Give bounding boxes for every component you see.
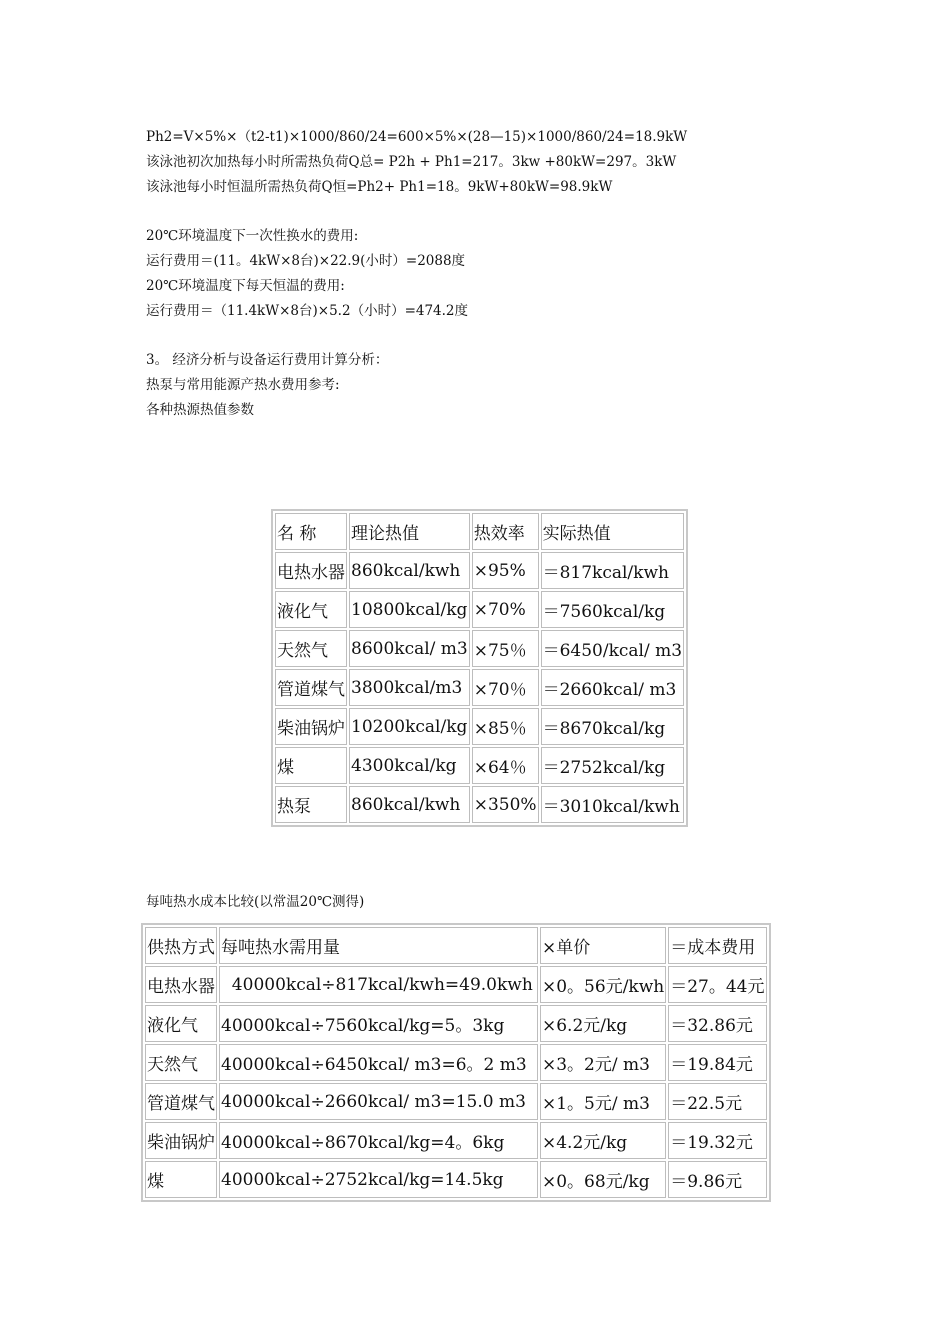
- table-cell: ＝19.32元: [668, 1122, 766, 1159]
- table-cell: ×75％: [472, 630, 539, 667]
- table-row: [275, 552, 684, 589]
- heat-value-title: 各种热源热值参数: [146, 401, 254, 418]
- table-cell: ＝19.84元: [668, 1044, 766, 1081]
- header-cell: 热效率: [472, 513, 539, 550]
- heat-value-table: [271, 509, 688, 827]
- table-header-row: [145, 927, 767, 964]
- table-cell: ×64％: [472, 747, 539, 784]
- table-cell: ＝9.86元: [668, 1161, 766, 1198]
- table-cell: ＝6450/kcal/ m3: [541, 630, 684, 667]
- table-cell: 40000kcal÷7560kcal/kg=5。3kg: [219, 1005, 538, 1042]
- table-row: [145, 1161, 767, 1198]
- table-cell: 热泵: [275, 786, 347, 823]
- formula-q-total: 该泳池初次加热每小时所需热负荷Q总= P2h + Ph1=217。3kw +80kW=297。3kW: [146, 153, 677, 170]
- table-cell: ×70％: [472, 669, 539, 706]
- table-row: [145, 1122, 767, 1159]
- table-cell: ×0。56元/kwh: [540, 966, 666, 1003]
- table-row: [275, 591, 684, 628]
- daily-constant-temp-cost-value: 运行费用＝（11.4kW×8台)×5.2（小时）=474.2度: [146, 302, 469, 319]
- section-3-subheading: 热泵与常用能源产热水费用参考:: [146, 376, 340, 393]
- table-cell: ×6.2元/kg: [540, 1005, 666, 1042]
- header-cell: 名 称: [275, 513, 347, 550]
- table-cell: 40000kcal÷2752kcal/kg=14.5kg: [219, 1161, 538, 1198]
- table-row: [275, 747, 684, 784]
- one-time-water-cost-heading: 20℃环境温度下一次性换水的费用:: [146, 228, 359, 245]
- header-cell: 每吨热水需用量: [219, 927, 538, 964]
- table-cell: ×85％: [472, 708, 539, 745]
- table-cell: ＝2660kcal/ m3: [541, 669, 684, 706]
- table-cell: ×95%: [472, 552, 539, 589]
- table-row: [275, 669, 684, 706]
- table-cell: 40000kcal÷817kcal/kwh=49.0kwh: [219, 966, 538, 1003]
- formula-ph2: Ph2=V×5%×（t2-t1)×1000/860/24=600×5%×(28—15)×1000/860/24=18.9kW: [146, 129, 688, 145]
- table-cell: ＝32.86元: [668, 1005, 766, 1042]
- cost-table-caption: 每吨热水成本比较(以常温20℃测得): [146, 894, 365, 910]
- table-cell: 10200kcal/kg: [349, 708, 470, 745]
- table-row: [145, 966, 767, 1003]
- formula-section: [146, 125, 906, 423]
- table-cell: ×70%: [472, 591, 539, 628]
- table-cell: ×0。68元/kg: [540, 1161, 666, 1198]
- table-cell: 4300kcal/kg: [349, 747, 470, 784]
- table-cell: ＝8670kcal/kg: [541, 708, 684, 745]
- table-cell: ＝3010kcal/kwh: [541, 786, 684, 823]
- table-cell: ×3。2元/ m3: [540, 1044, 666, 1081]
- table-cell: 10800kcal/kg: [349, 591, 470, 628]
- table-cell: 3800kcal/m3: [349, 669, 470, 706]
- formula-q-constant: 该泳池每小时恒温所需热负荷Q恒=Ph2+ Ph1=18。9kW+80kW=98.9kW: [146, 178, 613, 195]
- table-cell: ＝22.5元: [668, 1083, 766, 1120]
- table-row: [145, 1083, 767, 1120]
- table-cell: ×4.2元/kg: [540, 1122, 666, 1159]
- table-cell: 40000kcal÷2660kcal/ m3=15.0 m3: [219, 1083, 538, 1120]
- daily-constant-temp-cost-heading: 20℃环境温度下每天恒温的费用:: [146, 277, 345, 294]
- table-cell: 管道煤气: [275, 669, 347, 706]
- table-cell: ＝817kcal/kwh: [541, 552, 684, 589]
- table-cell: 电热水器: [275, 552, 347, 589]
- table-cell: 煤: [145, 1161, 217, 1198]
- table-row: [145, 1005, 767, 1042]
- table-cell: ＝7560kcal/kg: [541, 591, 684, 628]
- table-cell: 管道煤气: [145, 1083, 217, 1120]
- table-cell: 柴油锅炉: [275, 708, 347, 745]
- table-row: [275, 708, 684, 745]
- table-cell: 860kcal/kwh: [349, 552, 470, 589]
- table-cell: 柴油锅炉: [145, 1122, 217, 1159]
- table-cell: 40000kcal÷8670kcal/kg=4。6kg: [219, 1122, 538, 1159]
- table-row: [275, 630, 684, 667]
- table-cell: ×1。5元/ m3: [540, 1083, 666, 1120]
- header-cell: 供热方式: [145, 927, 217, 964]
- header-cell: 理论热值: [349, 513, 470, 550]
- table-cell: 液化气: [275, 591, 347, 628]
- table-cell: ＝27。44元: [668, 966, 766, 1003]
- cost-comparison-table: [141, 923, 771, 1202]
- table-cell: ＝2752kcal/kg: [541, 747, 684, 784]
- table-cell: ×350%: [472, 786, 539, 823]
- table-cell: 煤: [275, 747, 347, 784]
- table-cell: 天然气: [145, 1044, 217, 1081]
- table-row: [275, 786, 684, 823]
- table-cell: 40000kcal÷6450kcal/ m3=6。2 m3: [219, 1044, 538, 1081]
- header-cell: ×单价: [540, 927, 666, 964]
- one-time-water-cost-value: 运行费用＝(11。4kW×8台)×22.9(小时）=2088度: [146, 252, 466, 269]
- header-cell: ＝成本费用: [668, 927, 766, 964]
- table-cell: 8600kcal/ m3: [349, 630, 470, 667]
- table-cell: 电热水器: [145, 966, 217, 1003]
- table-header-row: [275, 513, 684, 550]
- section-3-heading: 3。 经济分析与设备运行费用计算分析：: [146, 352, 389, 369]
- table-cell: 液化气: [145, 1005, 217, 1042]
- header-cell: 实际热值: [541, 513, 684, 550]
- table-row: [145, 1044, 767, 1081]
- table-cell: 860kcal/kwh: [349, 786, 470, 823]
- table-cell: 天然气: [275, 630, 347, 667]
